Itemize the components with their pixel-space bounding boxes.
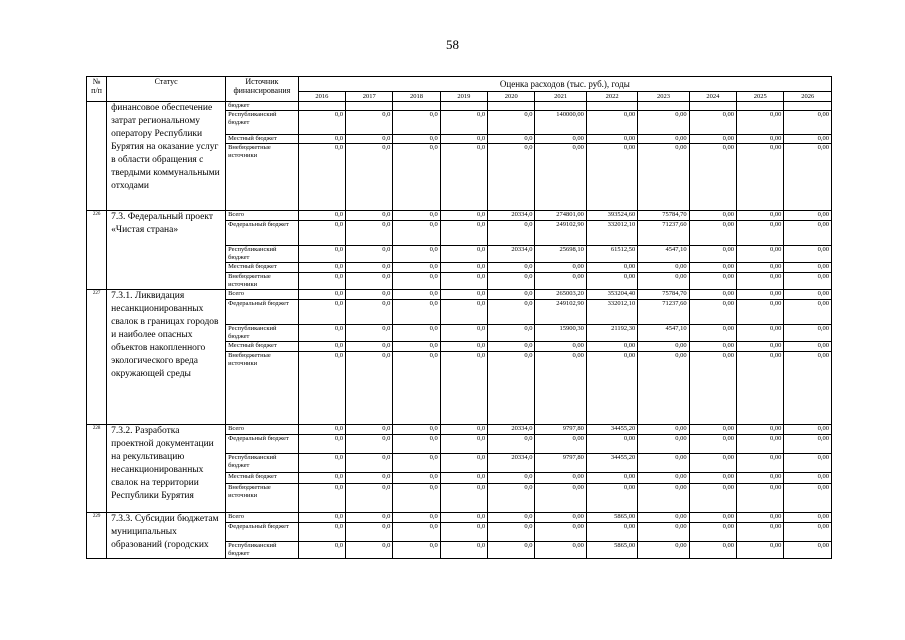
value-cell: 0,00 <box>737 144 784 211</box>
value-cell: 0,0 <box>346 473 393 484</box>
value-cell: 4547,10 <box>638 246 689 263</box>
value-cell: 0,00 <box>586 135 637 144</box>
value-cell: 0,00 <box>689 211 736 221</box>
value-cell: 0,0 <box>346 290 393 300</box>
value-cell: 274801,00 <box>535 211 586 221</box>
value-cell: 0,00 <box>535 484 586 513</box>
value-cell: 0,00 <box>737 342 784 352</box>
value-cell: 0,0 <box>440 425 487 435</box>
value-cell: 0,0 <box>346 144 393 211</box>
value-cell: 75784,70 <box>638 290 689 300</box>
value-cell: 0,0 <box>298 523 345 542</box>
value-cell: 0,0 <box>488 135 535 144</box>
value-cell: 0,0 <box>393 342 440 352</box>
value-cell: 0,00 <box>586 342 637 352</box>
value-cell: 0,0 <box>440 111 487 135</box>
header-year: 2025 <box>737 92 784 102</box>
value-cell: 0,0 <box>298 425 345 435</box>
value-cell: 0,0 <box>298 246 345 263</box>
value-cell: 0,00 <box>689 221 736 246</box>
value-cell: 5865,00 <box>586 542 637 559</box>
value-cell: 0,00 <box>638 111 689 135</box>
value-cell: 0,00 <box>638 454 689 473</box>
header-year: 2018 <box>393 92 440 102</box>
value-cell: 0,00 <box>586 352 637 425</box>
value-cell: 0,00 <box>638 484 689 513</box>
value-cell: 0,0 <box>393 221 440 246</box>
value-cell: 0,00 <box>689 111 736 135</box>
value-cell: 0,0 <box>298 273 345 290</box>
source-cell: Республиканский бюджет <box>226 325 299 342</box>
source-cell: Местный бюджет <box>226 342 299 352</box>
value-cell: 0,00 <box>784 246 832 263</box>
value-cell: 0,00 <box>586 263 637 273</box>
value-cell: 34455,20 <box>586 425 637 435</box>
value-cell: 0,00 <box>689 542 736 559</box>
value-cell: 0,00 <box>784 484 832 513</box>
value-cell: 0,00 <box>737 221 784 246</box>
value-cell: 0,00 <box>535 542 586 559</box>
value-cell: 0,00 <box>638 135 689 144</box>
header-year: 2020 <box>488 92 535 102</box>
value-cell: 0,00 <box>535 273 586 290</box>
value-cell: 0,00 <box>638 425 689 435</box>
value-cell: 0,0 <box>488 273 535 290</box>
value-cell: 0,0 <box>346 246 393 263</box>
value-cell: 0,00 <box>638 435 689 454</box>
value-cell: 0,0 <box>440 523 487 542</box>
value-cell: 0,0 <box>393 144 440 211</box>
value-cell: 0,00 <box>737 273 784 290</box>
value-cell: 0,0 <box>393 290 440 300</box>
value-cell: 0,0 <box>440 273 487 290</box>
value-cell: 0,00 <box>737 325 784 342</box>
value-cell: 0,0 <box>298 325 345 342</box>
budget-table <box>86 76 832 559</box>
value-cell: 20334,0 <box>488 211 535 221</box>
value-cell: 0,0 <box>393 513 440 523</box>
value-cell: 0,0 <box>298 221 345 246</box>
table-row <box>87 290 832 300</box>
source-cell: бюджет <box>226 102 299 111</box>
value-cell: 0,00 <box>737 454 784 473</box>
value-cell: 9797,80 <box>535 425 586 435</box>
value-cell: 0,0 <box>488 342 535 352</box>
value-cell: 0,00 <box>689 513 736 523</box>
value-cell: 0,00 <box>535 342 586 352</box>
value-cell: 0,00 <box>737 473 784 484</box>
value-cell: 0,0 <box>298 454 345 473</box>
value-cell: 4547,10 <box>638 325 689 342</box>
value-cell: 0,00 <box>784 273 832 290</box>
value-cell: 0,00 <box>784 300 832 325</box>
value-cell: 0,00 <box>689 325 736 342</box>
value-cell: 0,0 <box>440 263 487 273</box>
value-cell: 0,00 <box>689 144 736 211</box>
value-cell: 0,0 <box>440 342 487 352</box>
header-estimate: Оценка расходов (тыс. руб.), годы <box>298 77 831 92</box>
row-number: 226 <box>87 211 107 290</box>
value-cell: 0,0 <box>346 484 393 513</box>
value-cell: 0,0 <box>393 473 440 484</box>
value-cell: 0,00 <box>689 425 736 435</box>
value-cell: 0,0 <box>346 211 393 221</box>
value-cell <box>737 102 784 111</box>
value-cell: 0,00 <box>737 246 784 263</box>
value-cell: 0,0 <box>346 425 393 435</box>
value-cell: 0,00 <box>689 435 736 454</box>
source-cell: Внебюджетные источники <box>226 484 299 513</box>
value-cell: 0,00 <box>737 352 784 425</box>
value-cell: 0,0 <box>346 300 393 325</box>
value-cell: 0,0 <box>346 263 393 273</box>
value-cell: 5865,00 <box>586 513 637 523</box>
row-number <box>87 102 107 211</box>
value-cell: 353204,40 <box>586 290 637 300</box>
value-cell: 332012,10 <box>586 300 637 325</box>
value-cell: 34455,20 <box>586 454 637 473</box>
value-cell: 332012,10 <box>586 221 637 246</box>
value-cell: 0,00 <box>784 523 832 542</box>
value-cell: 0,00 <box>737 425 784 435</box>
value-cell <box>689 102 736 111</box>
value-cell: 0,00 <box>689 454 736 473</box>
value-cell: 0,00 <box>638 513 689 523</box>
value-cell: 0,0 <box>346 352 393 425</box>
table-row <box>87 425 832 435</box>
value-cell: 0,00 <box>689 352 736 425</box>
value-cell: 0,00 <box>535 435 586 454</box>
value-cell: 0,00 <box>586 523 637 542</box>
value-cell: 0,0 <box>346 135 393 144</box>
value-cell: 0,0 <box>440 513 487 523</box>
value-cell: 0,0 <box>298 473 345 484</box>
value-cell: 0,0 <box>393 300 440 325</box>
value-cell: 0,0 <box>488 300 535 325</box>
value-cell: 0,0 <box>440 300 487 325</box>
value-cell: 0,0 <box>346 342 393 352</box>
value-cell: 0,0 <box>298 352 345 425</box>
value-cell: 0,0 <box>346 435 393 454</box>
source-cell: Всего <box>226 513 299 523</box>
value-cell: 249102,90 <box>535 300 586 325</box>
value-cell: 0,00 <box>689 300 736 325</box>
table-row <box>87 211 832 221</box>
value-cell: 0,00 <box>535 144 586 211</box>
value-cell: 0,00 <box>737 263 784 273</box>
value-cell: 0,00 <box>586 473 637 484</box>
value-cell: 0,00 <box>586 144 637 211</box>
table-row <box>87 102 832 111</box>
value-cell: 0,0 <box>393 435 440 454</box>
source-cell: Республиканский бюджет <box>226 454 299 473</box>
value-cell: 0,00 <box>535 352 586 425</box>
value-cell: 0,00 <box>586 435 637 454</box>
value-cell: 0,0 <box>440 352 487 425</box>
source-cell: Федеральный бюджет <box>226 221 299 246</box>
value-cell: 0,00 <box>689 263 736 273</box>
value-cell: 0,00 <box>784 435 832 454</box>
value-cell <box>346 102 393 111</box>
value-cell: 0,00 <box>638 263 689 273</box>
value-cell: 0,00 <box>586 111 637 135</box>
value-cell: 0,00 <box>638 523 689 542</box>
value-cell: 0,0 <box>393 111 440 135</box>
value-cell: 0,00 <box>586 484 637 513</box>
value-cell <box>440 102 487 111</box>
value-cell: 0,00 <box>737 513 784 523</box>
value-cell: 0,0 <box>488 111 535 135</box>
value-cell: 0,00 <box>638 473 689 484</box>
value-cell: 0,0 <box>440 473 487 484</box>
value-cell: 0,0 <box>440 135 487 144</box>
value-cell: 0,0 <box>298 144 345 211</box>
source-cell: Внебюджетные источники <box>226 144 299 211</box>
value-cell: 0,00 <box>784 325 832 342</box>
value-cell: 0,0 <box>440 484 487 513</box>
value-cell: 0,0 <box>393 273 440 290</box>
value-cell: 0,0 <box>346 513 393 523</box>
value-cell: 0,00 <box>784 454 832 473</box>
value-cell: 0,0 <box>298 300 345 325</box>
row-number: 228 <box>87 425 107 513</box>
value-cell: 0,0 <box>488 513 535 523</box>
value-cell: 0,0 <box>440 435 487 454</box>
value-cell: 0,0 <box>488 435 535 454</box>
value-cell: 0,0 <box>393 135 440 144</box>
value-cell: 0,00 <box>737 523 784 542</box>
value-cell: 0,00 <box>638 342 689 352</box>
value-cell: 0,0 <box>298 484 345 513</box>
header-status: Статус <box>107 77 226 102</box>
value-cell: 0,00 <box>737 135 784 144</box>
value-cell: 0,00 <box>689 273 736 290</box>
value-cell: 0,0 <box>440 290 487 300</box>
value-cell: 0,0 <box>298 342 345 352</box>
status-cell: 7.3.3. Субсидии бюджетам муниципальных образований (городских <box>107 513 226 559</box>
value-cell: 0,0 <box>488 352 535 425</box>
value-cell: 0,00 <box>784 221 832 246</box>
value-cell: 0,0 <box>440 542 487 559</box>
value-cell <box>298 102 345 111</box>
value-cell: 0,00 <box>784 342 832 352</box>
value-cell: 0,00 <box>784 513 832 523</box>
value-cell: 20334,0 <box>488 246 535 263</box>
source-cell: Местный бюджет <box>226 473 299 484</box>
value-cell: 0,0 <box>346 111 393 135</box>
value-cell: 0,0 <box>440 454 487 473</box>
row-number: 227 <box>87 290 107 425</box>
value-cell: 0,00 <box>737 435 784 454</box>
header-year: 2026 <box>784 92 832 102</box>
value-cell: 0,0 <box>298 135 345 144</box>
value-cell: 0,00 <box>784 352 832 425</box>
header-year: 2023 <box>638 92 689 102</box>
value-cell: 0,00 <box>638 273 689 290</box>
value-cell: 0,00 <box>638 352 689 425</box>
value-cell: 0,0 <box>393 211 440 221</box>
source-cell: Всего <box>226 425 299 435</box>
value-cell: 0,00 <box>689 135 736 144</box>
page-number: 58 <box>446 37 459 52</box>
value-cell: 249102,90 <box>535 221 586 246</box>
value-cell: 9797,80 <box>535 454 586 473</box>
source-cell: Республиканский бюджет <box>226 111 299 135</box>
source-cell: Внебюджетные источники <box>226 352 299 425</box>
value-cell: 25698,10 <box>535 246 586 263</box>
value-cell: 0,00 <box>737 542 784 559</box>
value-cell: 0,0 <box>393 352 440 425</box>
value-cell: 0,00 <box>689 290 736 300</box>
value-cell: 0,00 <box>737 484 784 513</box>
value-cell <box>393 102 440 111</box>
value-cell: 0,00 <box>784 135 832 144</box>
value-cell: 0,0 <box>488 325 535 342</box>
value-cell: 0,00 <box>689 484 736 513</box>
value-cell: 140000,00 <box>535 111 586 135</box>
value-cell: 0,00 <box>689 246 736 263</box>
source-cell: Местный бюджет <box>226 263 299 273</box>
value-cell: 0,00 <box>689 342 736 352</box>
value-cell: 0,00 <box>535 473 586 484</box>
value-cell: 0,00 <box>535 523 586 542</box>
value-cell: 15900,30 <box>535 325 586 342</box>
value-cell: 393524,60 <box>586 211 637 221</box>
value-cell <box>638 102 689 111</box>
value-cell: 0,0 <box>346 221 393 246</box>
value-cell: 0,0 <box>393 454 440 473</box>
value-cell: 71237,60 <box>638 221 689 246</box>
header-year: 2024 <box>689 92 736 102</box>
value-cell: 0,0 <box>298 513 345 523</box>
value-cell: 0,00 <box>784 473 832 484</box>
status-cell: 7.3.2. Разработка проектной документации на рекультивацию несанкционированных свалок на территории Республики Бурятия <box>107 425 226 513</box>
value-cell: 20334,0 <box>488 454 535 473</box>
source-cell: Местный бюджет <box>226 135 299 144</box>
value-cell: 0,00 <box>784 542 832 559</box>
value-cell: 0,00 <box>638 144 689 211</box>
source-cell: Республиканский бюджет <box>226 542 299 559</box>
value-cell: 0,0 <box>298 542 345 559</box>
value-cell: 0,00 <box>737 300 784 325</box>
value-cell: 0,0 <box>440 144 487 211</box>
source-cell: Всего <box>226 290 299 300</box>
value-cell: 0,00 <box>535 263 586 273</box>
value-cell: 0,0 <box>440 211 487 221</box>
value-cell: 0,0 <box>488 523 535 542</box>
value-cell: 0,00 <box>535 135 586 144</box>
value-cell: 0,0 <box>488 542 535 559</box>
value-cell: 61512,50 <box>586 246 637 263</box>
status-cell: 7.3. Федеральный проект «Чистая страна» <box>107 211 226 290</box>
value-cell: 0,00 <box>689 473 736 484</box>
value-cell: 0,00 <box>784 425 832 435</box>
value-cell: 0,0 <box>298 263 345 273</box>
value-cell: 0,0 <box>298 435 345 454</box>
source-cell: Республиканский бюджет <box>226 246 299 263</box>
value-cell: 0,0 <box>393 523 440 542</box>
value-cell: 0,0 <box>298 111 345 135</box>
value-cell: 0,0 <box>488 144 535 211</box>
header-year: 2017 <box>346 92 393 102</box>
value-cell: 0,0 <box>440 246 487 263</box>
value-cell: 0,0 <box>488 473 535 484</box>
value-cell: 21192,30 <box>586 325 637 342</box>
value-cell: 0,00 <box>784 144 832 211</box>
value-cell: 0,0 <box>488 221 535 246</box>
value-cell: 71237,60 <box>638 300 689 325</box>
value-cell: 0,0 <box>346 542 393 559</box>
table-row <box>87 513 832 523</box>
value-cell: 0,00 <box>784 290 832 300</box>
row-number: 229 <box>87 513 107 559</box>
header-source: Источник финансирования <box>226 77 299 102</box>
value-cell: 0,00 <box>784 111 832 135</box>
header-year: 2022 <box>586 92 637 102</box>
value-cell: 0,0 <box>488 290 535 300</box>
value-cell: 0,00 <box>586 273 637 290</box>
header-year: 2021 <box>535 92 586 102</box>
value-cell: 0,00 <box>535 513 586 523</box>
value-cell <box>784 102 832 111</box>
value-cell: 0,0 <box>440 325 487 342</box>
source-cell: Федеральный бюджет <box>226 523 299 542</box>
value-cell: 0,0 <box>393 325 440 342</box>
value-cell: 0,00 <box>737 290 784 300</box>
source-cell: Федеральный бюджет <box>226 300 299 325</box>
value-cell: 0,00 <box>784 263 832 273</box>
value-cell: 0,0 <box>346 523 393 542</box>
status-cell: 7.3.1. Ликвидация несанкционированных свалок в границах городов и наиболее опасных объектов накопленного экологического вреда окружающей среды <box>107 290 226 425</box>
value-cell: 75784,70 <box>638 211 689 221</box>
value-cell: 0,0 <box>440 221 487 246</box>
value-cell: 0,0 <box>393 484 440 513</box>
value-cell: 0,0 <box>346 454 393 473</box>
status-cell: финансовое обеспечение затрат региональному оператору Республики Бурятия на оказание услуг в области обращения с твердыми коммунальными отходами <box>107 102 226 211</box>
value-cell: 0,0 <box>393 263 440 273</box>
value-cell: 20334,0 <box>488 425 535 435</box>
value-cell: 0,0 <box>488 484 535 513</box>
header-number: № п/п <box>87 77 107 102</box>
value-cell: 0,0 <box>346 325 393 342</box>
value-cell: 0,0 <box>488 263 535 273</box>
value-cell <box>535 102 586 111</box>
value-cell <box>488 102 535 111</box>
header-year: 2016 <box>298 92 345 102</box>
value-cell: 0,0 <box>346 273 393 290</box>
value-cell: 0,0 <box>393 425 440 435</box>
value-cell: 0,00 <box>737 211 784 221</box>
value-cell <box>586 102 637 111</box>
source-cell: Всего <box>226 211 299 221</box>
source-cell: Внебюджетные источники <box>226 273 299 290</box>
value-cell: 0,00 <box>689 523 736 542</box>
source-cell: Федеральный бюджет <box>226 435 299 454</box>
value-cell: 0,00 <box>638 542 689 559</box>
header-year: 2019 <box>440 92 487 102</box>
value-cell: 0,0 <box>393 542 440 559</box>
value-cell: 265003,20 <box>535 290 586 300</box>
value-cell: 0,0 <box>298 211 345 221</box>
value-cell: 0,00 <box>737 111 784 135</box>
value-cell: 0,00 <box>784 211 832 221</box>
value-cell: 0,0 <box>393 246 440 263</box>
value-cell: 0,0 <box>298 290 345 300</box>
